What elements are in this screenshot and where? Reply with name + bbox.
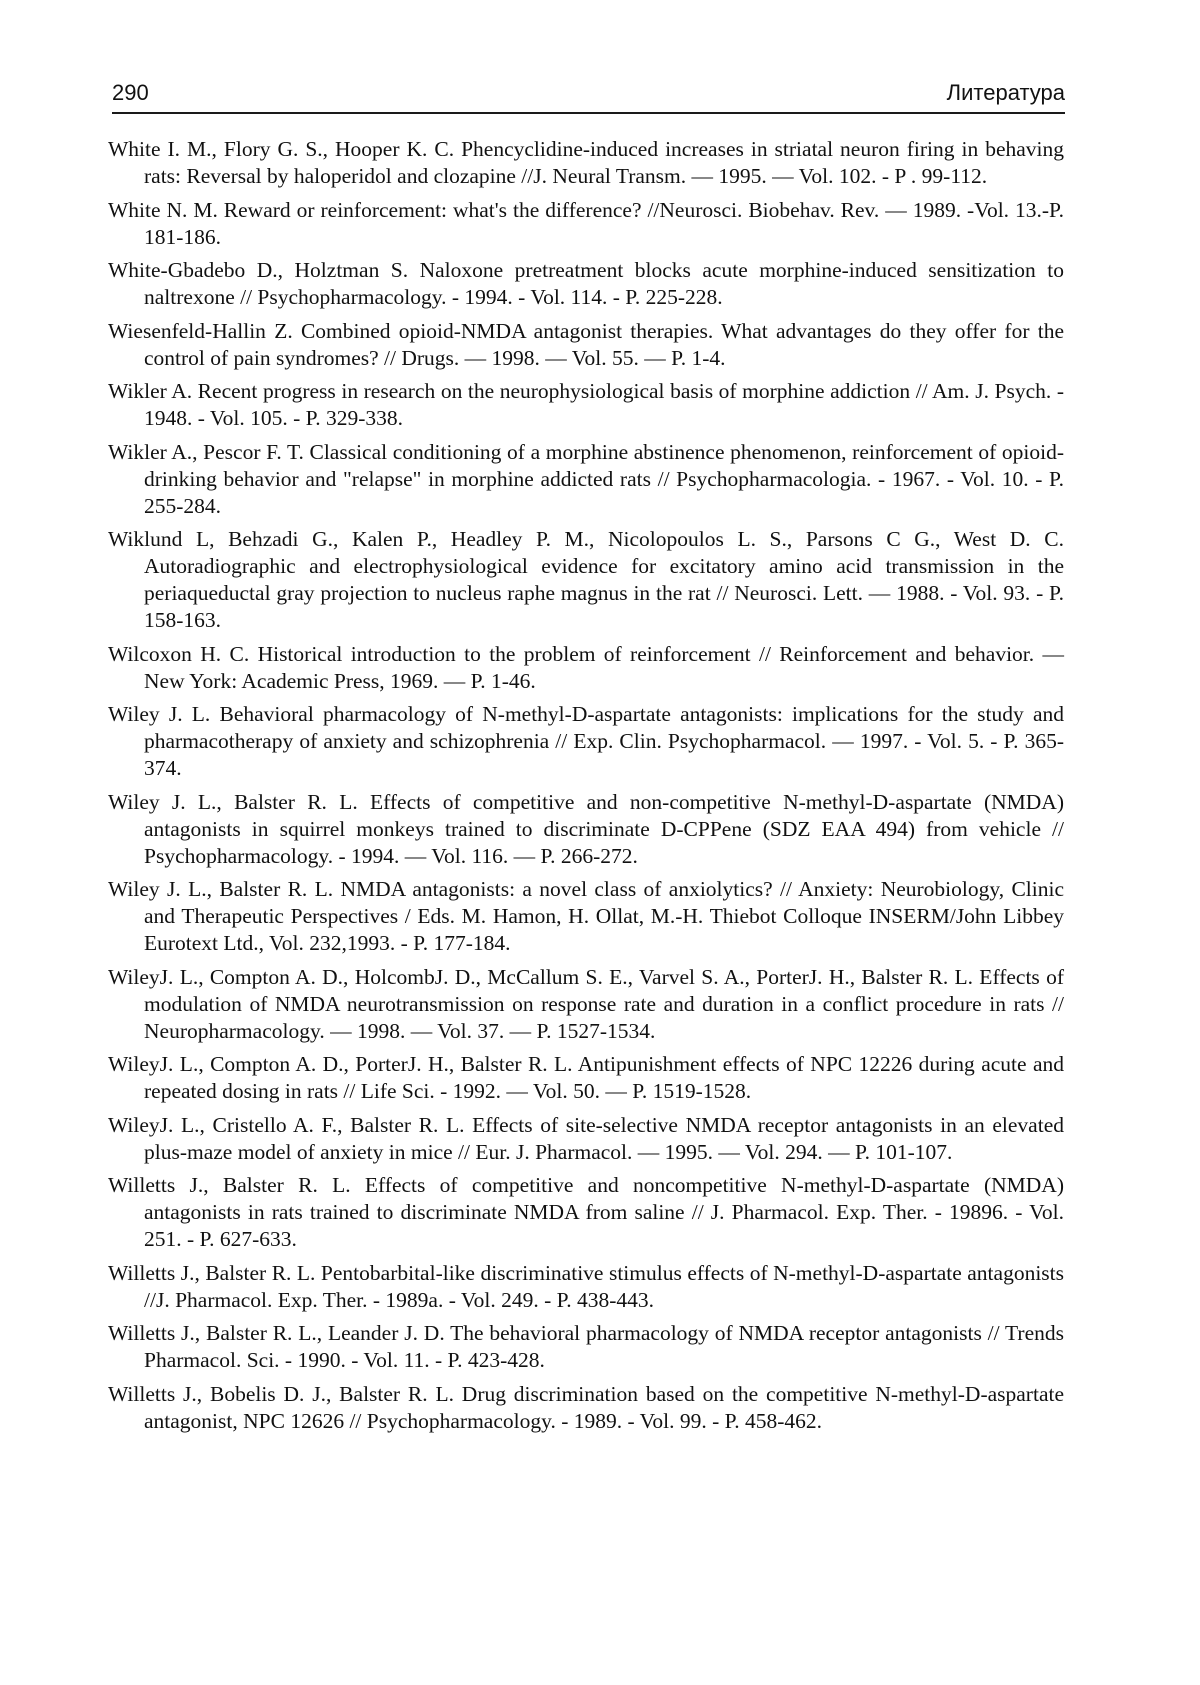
reference-entry: Wiley J. L. Behavioral pharmacology of N-methyl-D-aspartate antagonists: implications for the study and pharmacotherapy of anxiety and schizophrenia // Exp. Clin. Psychopharmacol. — 1997. - Vol. 5. - P. 365-374.: [108, 702, 1064, 780]
reference-entry: White-Gbadebo D., Holztman S. Naloxone pretreatment blocks acute morphine-induced sensitization to naltrexone // Psychopharmacology. - 1994. - Vol. 114. - P. 225-228.: [108, 258, 1064, 309]
reference-entry: Wiesenfeld-Hallin Z. Combined opioid-NMDA antagonist therapies. What advantages do they offer for the control of pain syndromes? // Drugs. — 1998. — Vol. 55. — P. 1-4.: [108, 318, 1064, 370]
reference-entry: Willetts J., Bobelis D. J., Balster R. L. Drug discrimination based on the competitive N-methyl-D-aspartate antagonist, NPC 12626 // Psychopharmacology. - 1989. - Vol. 99. - P. 458-462.: [108, 1381, 1064, 1433]
reference-entry: Wiley J. L., Balster R. L. Effects of competitive and non-competitive N-methyl-D-aspartate (NMDA) antagonists in squirrel monkeys trained to discriminate D-CPPene (SDZ EAA 494) from vehicle // Psychopharmacology. - 1994. — Vol. 116. — P. 266-272.: [108, 789, 1064, 868]
section-title: Литература: [946, 80, 1065, 105]
reference-entry: Wilcoxon H. C. Historical introduction to the problem of reinforcement // Reinforcement and behavior. — New York: Academic Press, 1969. — P. 1-46.: [108, 641, 1064, 693]
reference-list: [108, 136, 1064, 1441]
reference-entry: WileyJ. L., Cristello A. F., Balster R. L. Effects of site-selective NMDA receptor antagonists in an elevated plus-maze model of anxiety in mice // Eur. J. Pharmacol. — 1995. — Vol. 294. — P. 101-107.: [108, 1112, 1064, 1164]
reference-entry: White I. M., Flory G. S., Hooper K. C. Phencyclidine-induced increases in striatal neuron firing in behaving rats: Reversal by haloperidol and clozapine //J. Neural Transm. — 1995. — Vol. 102. - P . 99-112.: [108, 137, 1064, 188]
running-header: [112, 78, 1065, 114]
reference-entry: Wikler A., Pescor F. T. Classical conditioning of a morphine abstinence phenomenon, reinforcement of opioid-drinking behavior and "relapse" in morphine addicted rats // Psychopharmacologia. - 1967. - Vol. 10. - P. 255-284.: [108, 439, 1064, 518]
page-number: 290: [112, 80, 149, 105]
reference-entry: Wiley J. L., Balster R. L. NMDA antagonists: a novel class of anxiolytics? // Anxiety: Neurobiology, Clinic and Therapeutic Perspectives / Eds. M. Hamon, H. Ollat, M.-H. Thiebot Colloque INSERM/John Libbey Eurotext Ltd., Vol. 232,1993. - P. 177-184.: [108, 877, 1064, 955]
reference-entry: Wiklund L, Behzadi G., Kalen P., Headley P. M., Nicolopoulos L. S., Parsons C G., West D. C. Autoradiographic and electrophysiological evidence for excitatory amino acid transmission in the periaqueductal gray projection to nucleus raphe magnus in the rat // Neurosci. Lett. — 1988. - Vol. 93. - P. 158-163.: [108, 527, 1064, 632]
reference-entry: White N. M. Reward or reinforcement: what's the difference? //Neurosci. Biobehav. Rev. — 1989. -Vol. 13.-P. 181-186.: [108, 197, 1064, 249]
reference-entry: Willetts J., Balster R. L. Pentobarbital-like discriminative stimulus effects of N-methyl-D-aspartate antagonists //J. Pharmacol. Exp. Ther. - 1989a. - Vol. 249. - P. 438-443.: [108, 1260, 1064, 1312]
reference-entry: Willetts J., Balster R. L. Effects of competitive and noncompetitive N-methyl-D-aspartate (NMDA) antagonists in rats trained to discriminate NMDA from saline // J. Pharmacol. Exp. Ther. - 19896. - Vol. 251. - P. 627-633.: [108, 1173, 1064, 1251]
reference-entry: Willetts J., Balster R. L., Leander J. D. The behavioral pharmacology of NMDA receptor antagonists // Trends Pharmacol. Sci. - 1990. - Vol. 11. - P. 423-428.: [108, 1321, 1064, 1372]
reference-entry: WileyJ. L., Compton A. D., PorterJ. H., Balster R. L. Antipunishment effects of NPC 12226 during acute and repeated dosing in rats // Life Sci. - 1992. — Vol. 50. — P. 1519-1528.: [108, 1052, 1064, 1103]
reference-entry: WileyJ. L., Compton A. D., HolcombJ. D., McCallum S. E., Varvel S. A., PorterJ. H., Balster R. L. Effects of modulation of NMDA neurotransmission on response rate and duration in a conflict procedure in rats // Neuropharmacology. — 1998. — Vol. 37. — P. 1527-1534.: [108, 964, 1064, 1043]
reference-entry: Wikler A. Recent progress in research on the neurophysiological basis of morphine addiction // Am. J. Psych. - 1948. - Vol. 105. - P. 329-338.: [108, 379, 1064, 430]
